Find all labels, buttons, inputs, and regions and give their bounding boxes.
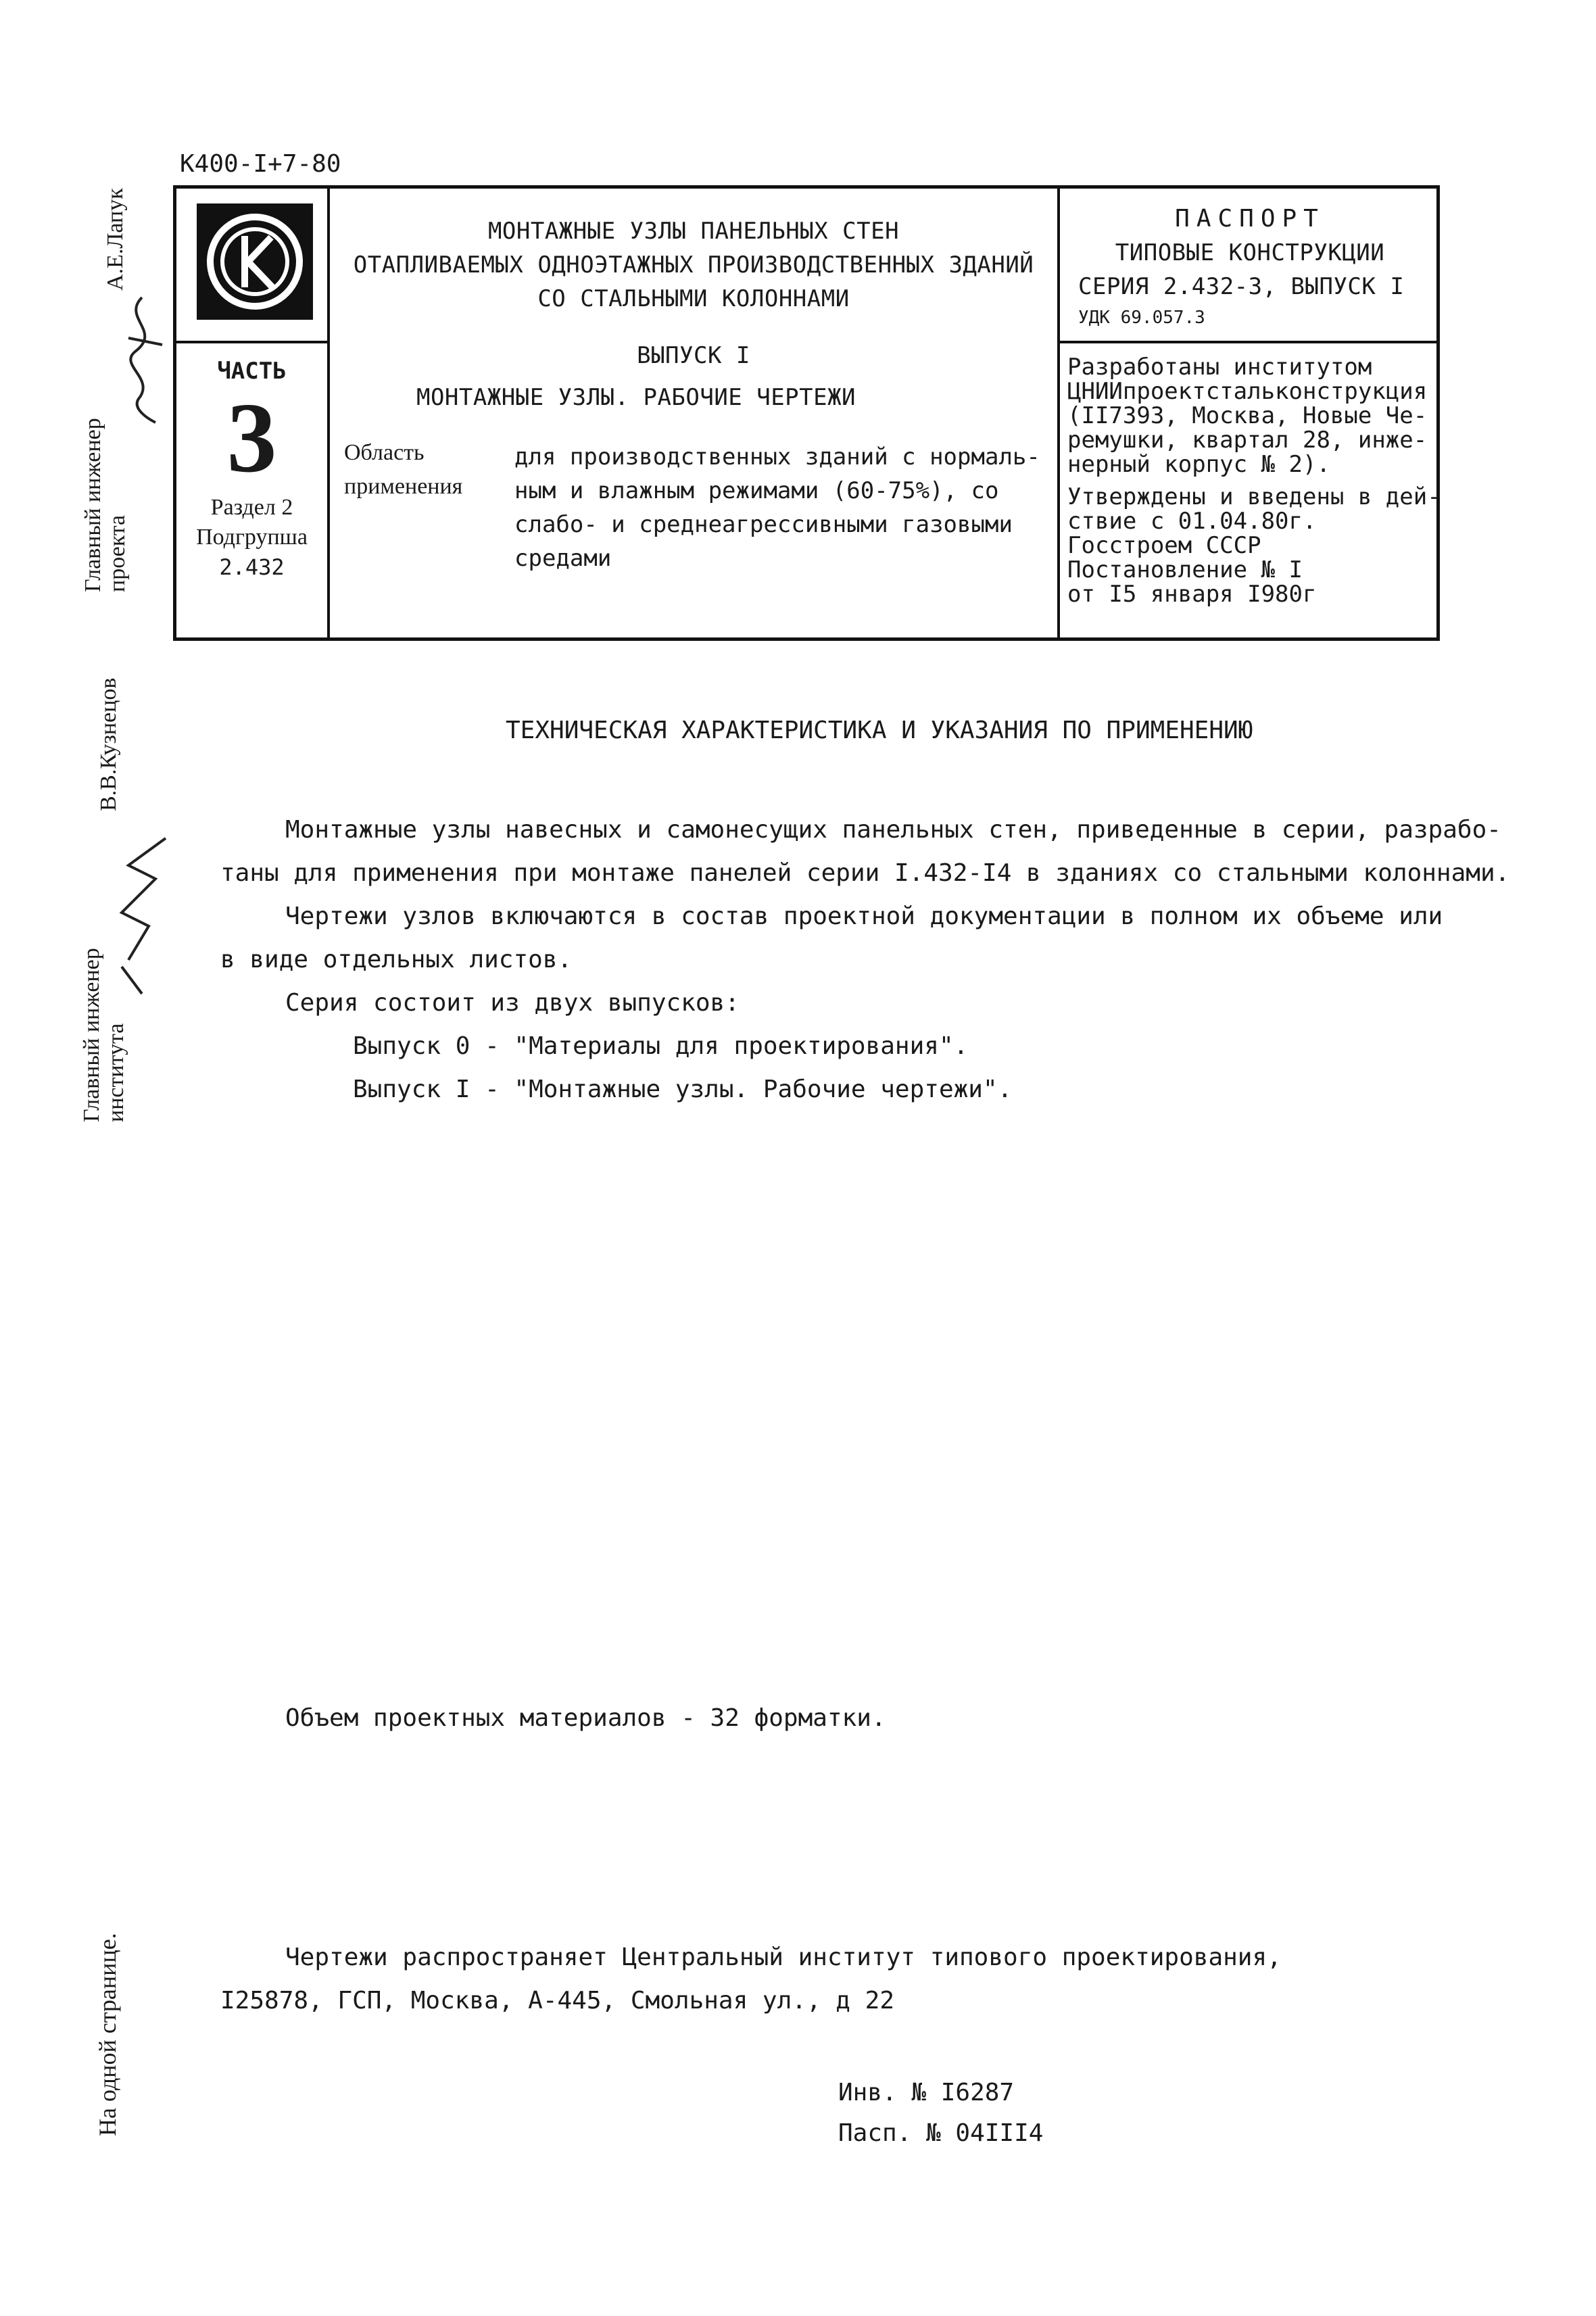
- issue-subtitle: МОНТАЖНЫЕ УЗЛЫ. РАБОЧИЕ ЧЕРТЕЖИ: [416, 384, 856, 411]
- passport-series: СЕРИЯ 2.432-3, ВЫПУСК I: [1078, 273, 1405, 300]
- scope-label-2: применения: [344, 474, 463, 499]
- scope-line: ным и влажным режимами (60-75%), со: [514, 477, 999, 504]
- scope-label: [344, 436, 462, 504]
- distribution-line: I25878, ГСП, Москва, А-445, Смольная ул., д 22: [220, 1987, 894, 2015]
- passport-title: ПАСПОРТ: [1175, 205, 1325, 233]
- chief-engineer-label: Главный инженер проекта: [80, 418, 130, 592]
- approval-line: от I5 января I980г: [1067, 581, 1317, 608]
- developer-line: ремушки, квартал 28, инже-: [1067, 427, 1428, 454]
- passport-block: [1067, 202, 1432, 328]
- part-block: [176, 348, 327, 582]
- approval-line: ствие с 01.04.80г.: [1067, 508, 1317, 535]
- approval-line: Постановление № I: [1067, 556, 1303, 583]
- developer-line: нерный корпус № 2).: [1067, 451, 1330, 478]
- inventory-number: Инв. № I6287: [838, 2079, 1015, 2106]
- paragraph-line: Чертежи узлов включаются в состав проектной документации в полном их объеме или: [285, 902, 1443, 930]
- one-side-note: На одной странице.: [94, 1933, 121, 2136]
- section-label: Раздел 2: [210, 495, 293, 520]
- developer-line: Разработаны институтом: [1067, 354, 1372, 381]
- paragraph-line: Серия состоит из двух выпусков:: [285, 989, 740, 1017]
- developer-line: ЦНИИпроектстальконструкция: [1067, 378, 1428, 405]
- chief-engineer-name: А.Е.Лапук: [103, 188, 128, 291]
- part-number: 3: [226, 383, 277, 493]
- approval-line: Госстроем СССР: [1067, 532, 1261, 559]
- paragraph-line: Выпуск 0 - "Материалы для проектирования".: [353, 1032, 969, 1060]
- subgroup-code: 2.432: [219, 554, 285, 580]
- scope-line: слабо- и среднеагрессивными газовыми: [514, 511, 1013, 538]
- title-line: МОНТАЖНЫЕ УЗЛЫ ПАНЕЛЬНЫХ СТЕН: [487, 218, 900, 245]
- scope-line: для производственных зданий с нормаль-: [514, 443, 1040, 471]
- volume-text: Объем проектных материалов - 32 форматки.: [285, 1704, 886, 1732]
- developer-line: (II7393, Москва, Новые Че-: [1067, 402, 1428, 429]
- paragraph-line: таны для применения при монтаже панелей серии I.432-I4 в зданиях со стальными колоннами.: [220, 859, 1510, 887]
- passport-subtitle: ТИПОВЫЕ КОНСТРУКЦИИ: [1115, 239, 1385, 266]
- intro-paragraph: [220, 809, 1509, 1111]
- scope-line: средами: [514, 545, 612, 572]
- institute-engineer-signature: [101, 825, 176, 1000]
- paragraph-line: Выпуск I - "Монтажные узлы. Рабочие чертежи".: [353, 1076, 1013, 1103]
- scope-text: [514, 440, 1040, 575]
- title-line: СО СТАЛЬНЫМИ КОЛОННАМИ: [537, 285, 850, 312]
- distribution-text: [220, 1936, 1282, 2023]
- inventory-block: [838, 2073, 1043, 2154]
- part-label: ЧАСТЬ: [217, 358, 287, 385]
- header-title: [339, 214, 1048, 316]
- paragraph-line: в виде отдельных листов.: [220, 946, 573, 973]
- approval-block: [1067, 483, 1441, 608]
- document-code: К400-I+7-80: [180, 150, 341, 178]
- issue-label: ВЫПУСК I: [637, 342, 750, 369]
- approval-line: Утверждены и введены в дей-: [1067, 483, 1441, 510]
- header-frame: [173, 185, 1440, 641]
- institute-engineer-label: Главный инженер института: [79, 948, 128, 1122]
- subgroup-label: Подгрупша: [196, 525, 308, 550]
- chief-engineer-signature: [115, 291, 169, 426]
- passport-number: Пасп. № 04III4: [838, 2119, 1044, 2147]
- developer-block: [1067, 355, 1432, 477]
- institute-engineer-name: В.В.Кузнецов: [96, 677, 121, 811]
- title-line: ОТАПЛИВАЕМЫХ ОДНОЭТАЖНЫХ ПРОИЗВОДСТВЕННЫХ ЗДАНИЙ: [353, 251, 1034, 279]
- section-heading: ТЕХНИЧЕСКАЯ ХАРАКТЕРИСТИКА И УКАЗАНИЯ ПО ПРИМЕНЕНИЮ: [506, 717, 1253, 744]
- logo: [197, 203, 313, 320]
- passport-udk: УДК 69.057.3: [1078, 308, 1205, 328]
- distribution-line: Чертежи распространяет Центральный институт типового проектирования,: [285, 1944, 1282, 1971]
- paragraph-line: Монтажные узлы навесных и самонесущих панельных стен, приведенные в серии, разрабо-: [285, 816, 1501, 844]
- scope-label-1: Область: [344, 440, 425, 465]
